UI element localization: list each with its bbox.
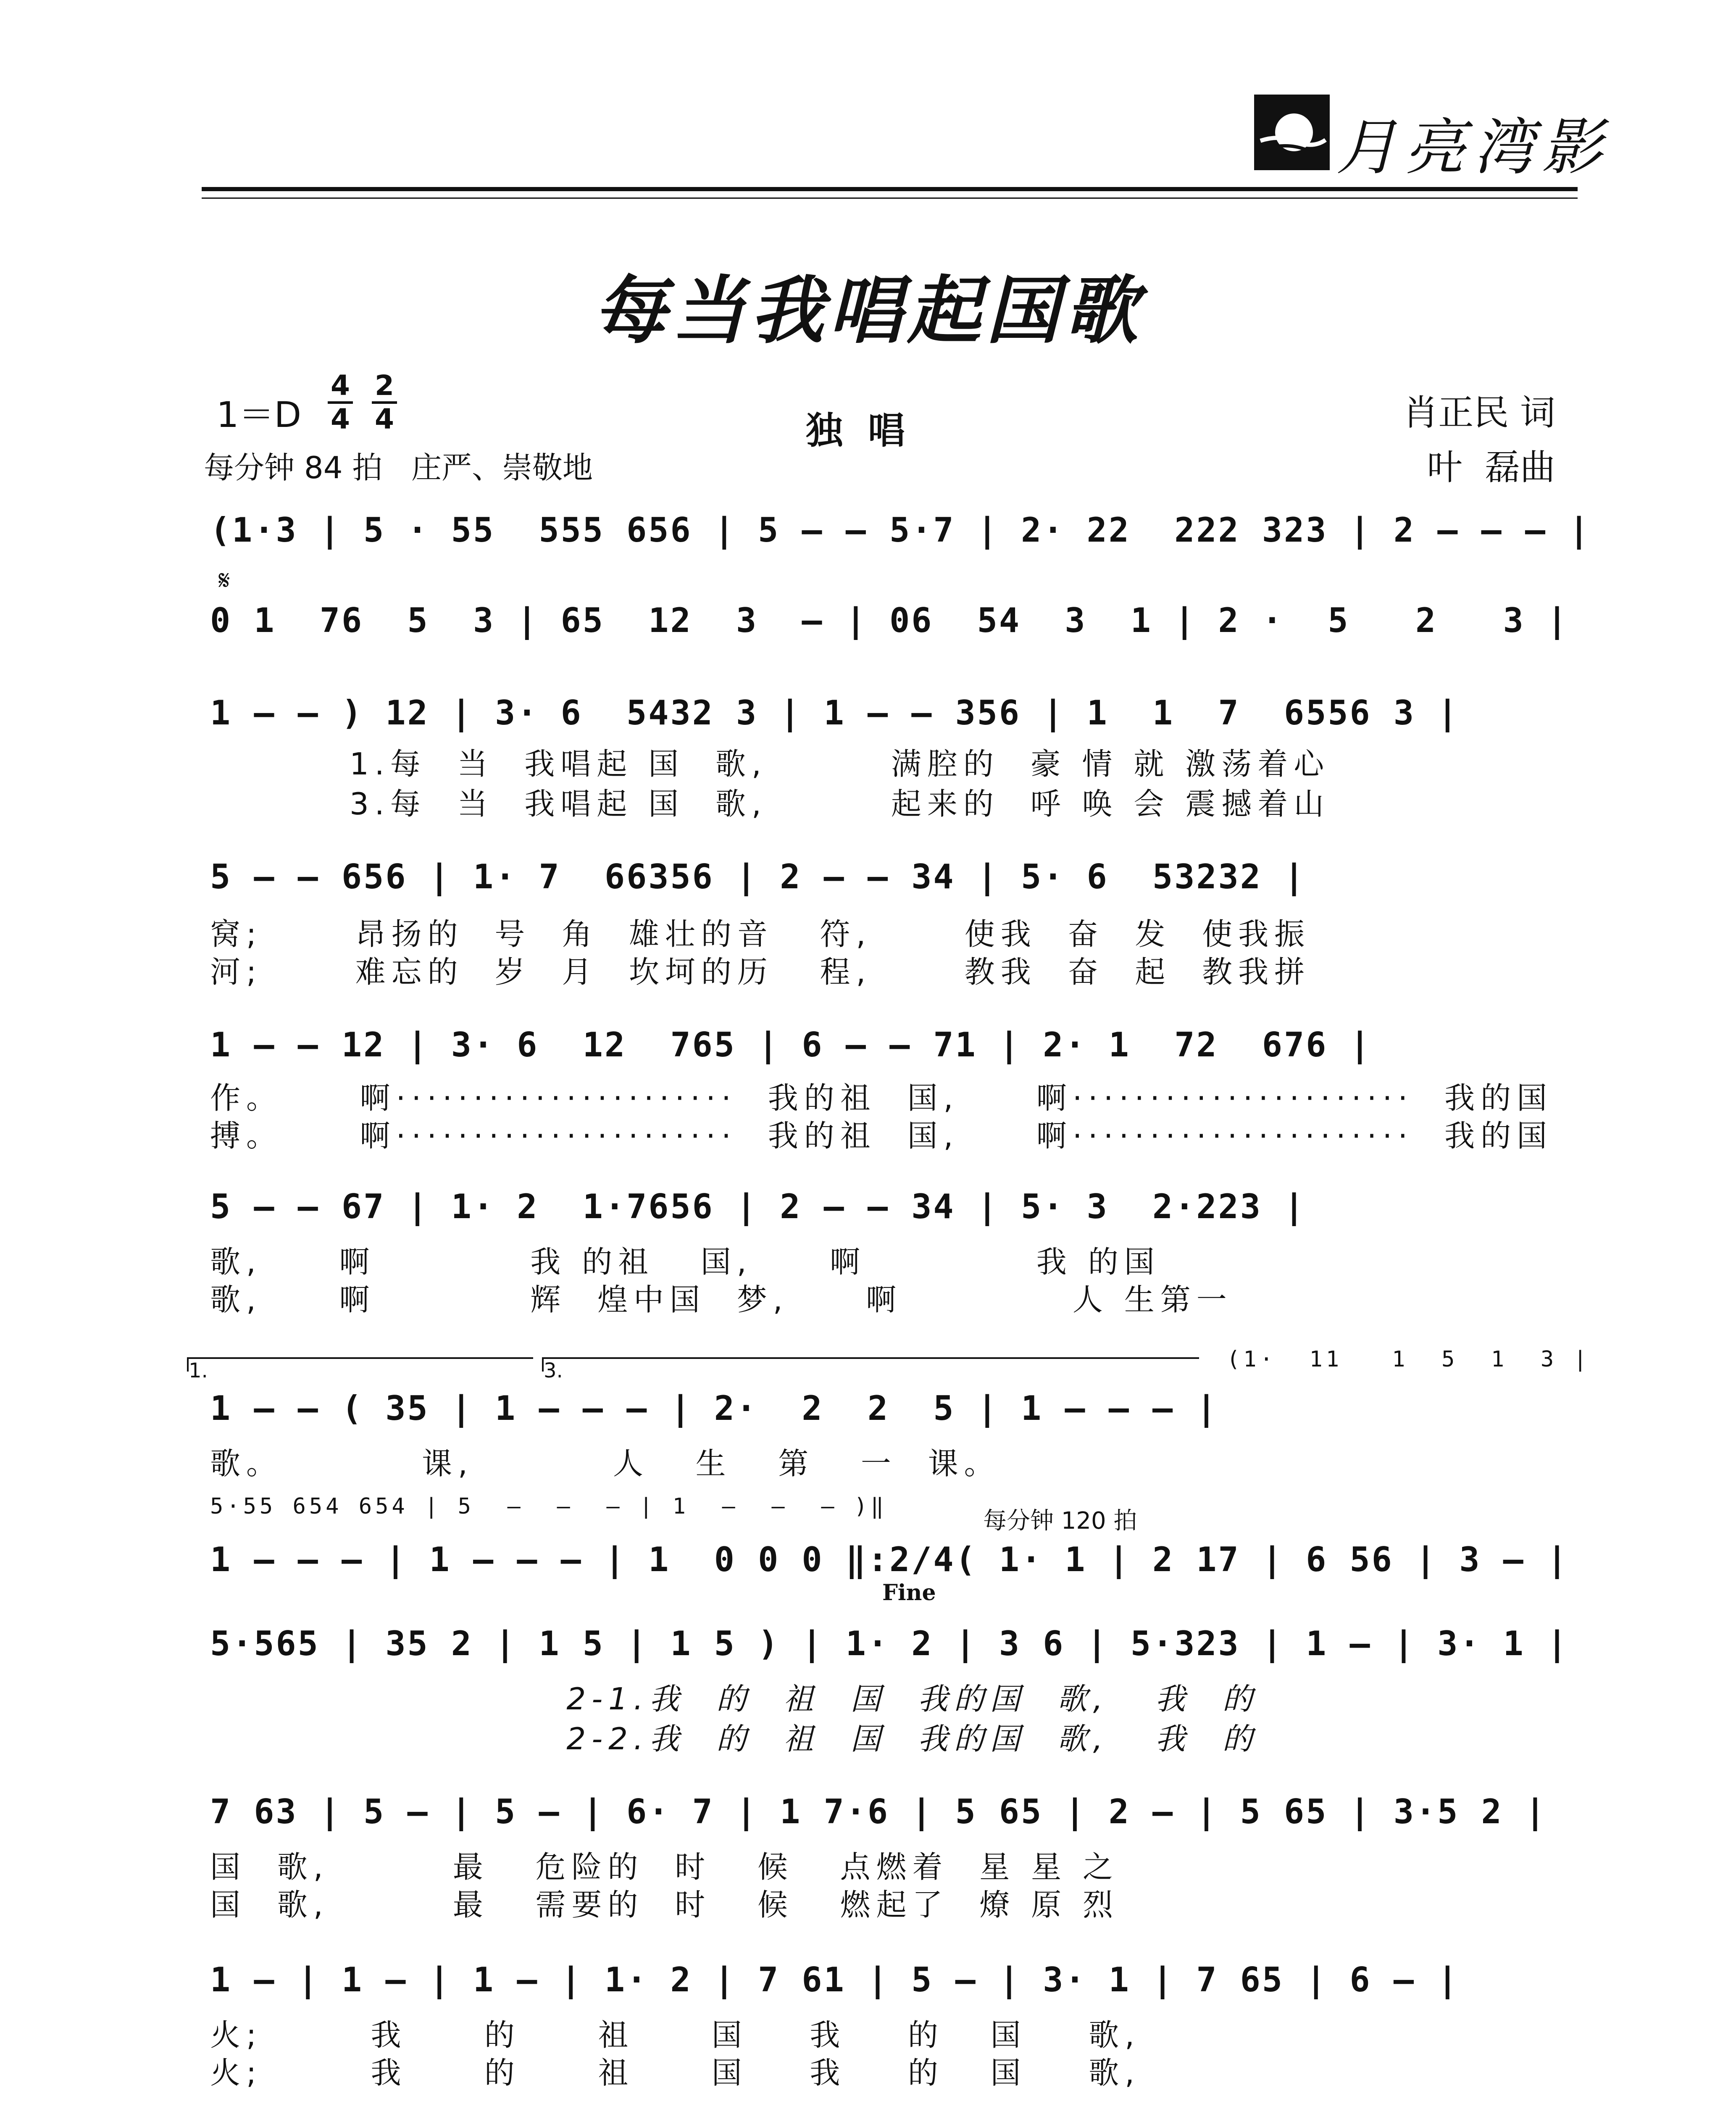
notation-system-7: 1 — — ( 35 | 1 — — — | 2· 2 2 5 | 1 — — — | [210,1389,1218,1428]
logo-text: 月亮湾影 [1336,112,1610,183]
tempo-marking: 每分钟 84 拍 庄严、崇敬地 [204,450,593,485]
volta-label-3: 3. [544,1359,563,1382]
lyric-line-6b: 歌, 啊 辉 煌中国 梦, 啊 人 生第一 [210,1282,1233,1317]
notation-system-4: 5 — — 656 | 1· 7 66356 | 2 — — 34 | 5· 6 53232 | [210,857,1306,896]
lyric-line-11b: 火; 我 的 祖 国 我 的 国 歌, [210,2055,1140,2090]
performance-type: 独唱 [805,409,930,452]
lyric-line-3a: 1.每 当 我唱起 国 歌, 满腔的 豪 情 就 激荡着心 [210,746,1330,782]
header-rule [202,187,1578,191]
lyric-line-9b: 2-2.我 的 祖 国 我的国 歌, 我 的 [210,1721,1259,1756]
meter-top: 2 [375,369,394,402]
cue-notes-line-7: (1· 11 1 5 1 3 | [1227,1347,1590,1372]
segno-sign: 𝄋 [218,565,230,596]
song-title: 每当我唱起国歌 [593,268,1143,354]
composer-credit: 叶 磊曲 [1427,447,1555,488]
notation-system-9: 5·565 | 35 2 | 1 5 | 1 5 ) | 1· 2 | 3 6 | 5·323 | 1 — | 3· 1 | [210,1624,1569,1663]
tempo-change: 每分钟 120 拍 [983,1507,1137,1535]
volta-bracket-1 [187,1357,533,1382]
lyric-line-5b: 搏。 啊······················ 我的祖 国, 啊······················ 我的国 [210,1118,1553,1153]
volta-bracket-3 [542,1357,1199,1382]
header-rule-thin [202,197,1578,199]
lyric-line-11a: 火; 我 的 祖 国 我 的 国 歌, [210,2017,1140,2053]
notation-system-8: 1 — — — | 1 — — — | 1 0 0 0 ‖:2/4( 1· 1 | 2 17 | 6 56 | 3 — | [210,1540,1569,1579]
meter-bottom: 4 [375,403,394,435]
notation-system-5: 1 — — 12 | 3· 6 12 765 | 6 — — 71 | 2· 1 72 676 | [210,1025,1372,1064]
volta-label-1: 1. [189,1359,208,1382]
lyric-line-10a: 国 歌, 最 危险的 时 候 点燃着 星 星 之 [210,1849,1119,1885]
publisher-logo [1254,95,1330,170]
moon-logo-icon [1254,95,1330,170]
notation-system-3: 1 — — ) 12 | 3· 6 5432 3 | 1 — — 356 | 1 1 7 6556 3 | [210,693,1460,732]
notation-system-11: 1 — | 1 — | 1 — | 1· 2 | 7 61 | 5 — | 3· 1 | 7 65 | 6 — | [210,1960,1460,1999]
notation-system-6: 5 — — 67 | 1· 2 1·7656 | 2 — — 34 | 5· 3 2·223 | [210,1187,1306,1226]
lyric-line-3b: 3.每 当 我唱起 国 歌, 起来的 呼 唤 会 震撼着山 [210,786,1330,821]
lyric-line-4a: 窝; 昂扬的 号 角 雄壮的音 符, 使我 奋 发 使我振 [210,916,1311,952]
lyric-line-9a: 2-1.我 的 祖 国 我的国 歌, 我 的 [210,1681,1259,1717]
lyric-line-10b: 国 歌, 最 需要的 时 候 燃起了 燎 原 烈 [210,1887,1119,1922]
meter-bottom: 4 [331,403,350,435]
meter-top: 4 [331,369,350,402]
notation-system-1: (1·3 | 5 · 55 555 656 | 5 — — 5·7 | 2· 22 222 323 | 2 — — — | [210,511,1591,550]
notation-system-10: 7 63 | 5 — | 5 — | 6· 7 | 1 7·6 | 5 65 | 2 — | 5 65 | 3·5 2 | [210,1792,1547,1831]
fine-marking: Fine [882,1580,936,1606]
lyricist-credit: 肖正民 词 [1403,392,1555,433]
key-signature: 1＝D [216,394,302,435]
lyric-line-7: 歌。 课, 人 生 第 一 课。 [210,1446,1000,1481]
notation-system-2: 0 1 76 5 3 | 65 12 3 — | 06 54 3 1 | 2 · 5 2 3 | [210,601,1569,640]
lyric-line-6a: 歌, 啊 我 的祖 国, 啊 我 的国 [210,1244,1160,1280]
cue-notes-line-8: 5·55 654 654 | 5 — — — | 1 — — — )‖ [210,1494,887,1519]
lyric-line-4b: 河; 难忘的 岁 月 坎坷的历 程, 教我 奋 起 教我拼 [210,954,1311,990]
lyric-line-5a: 作。 啊······················ 我的祖 国, 啊······················ 我的国 [210,1080,1553,1116]
